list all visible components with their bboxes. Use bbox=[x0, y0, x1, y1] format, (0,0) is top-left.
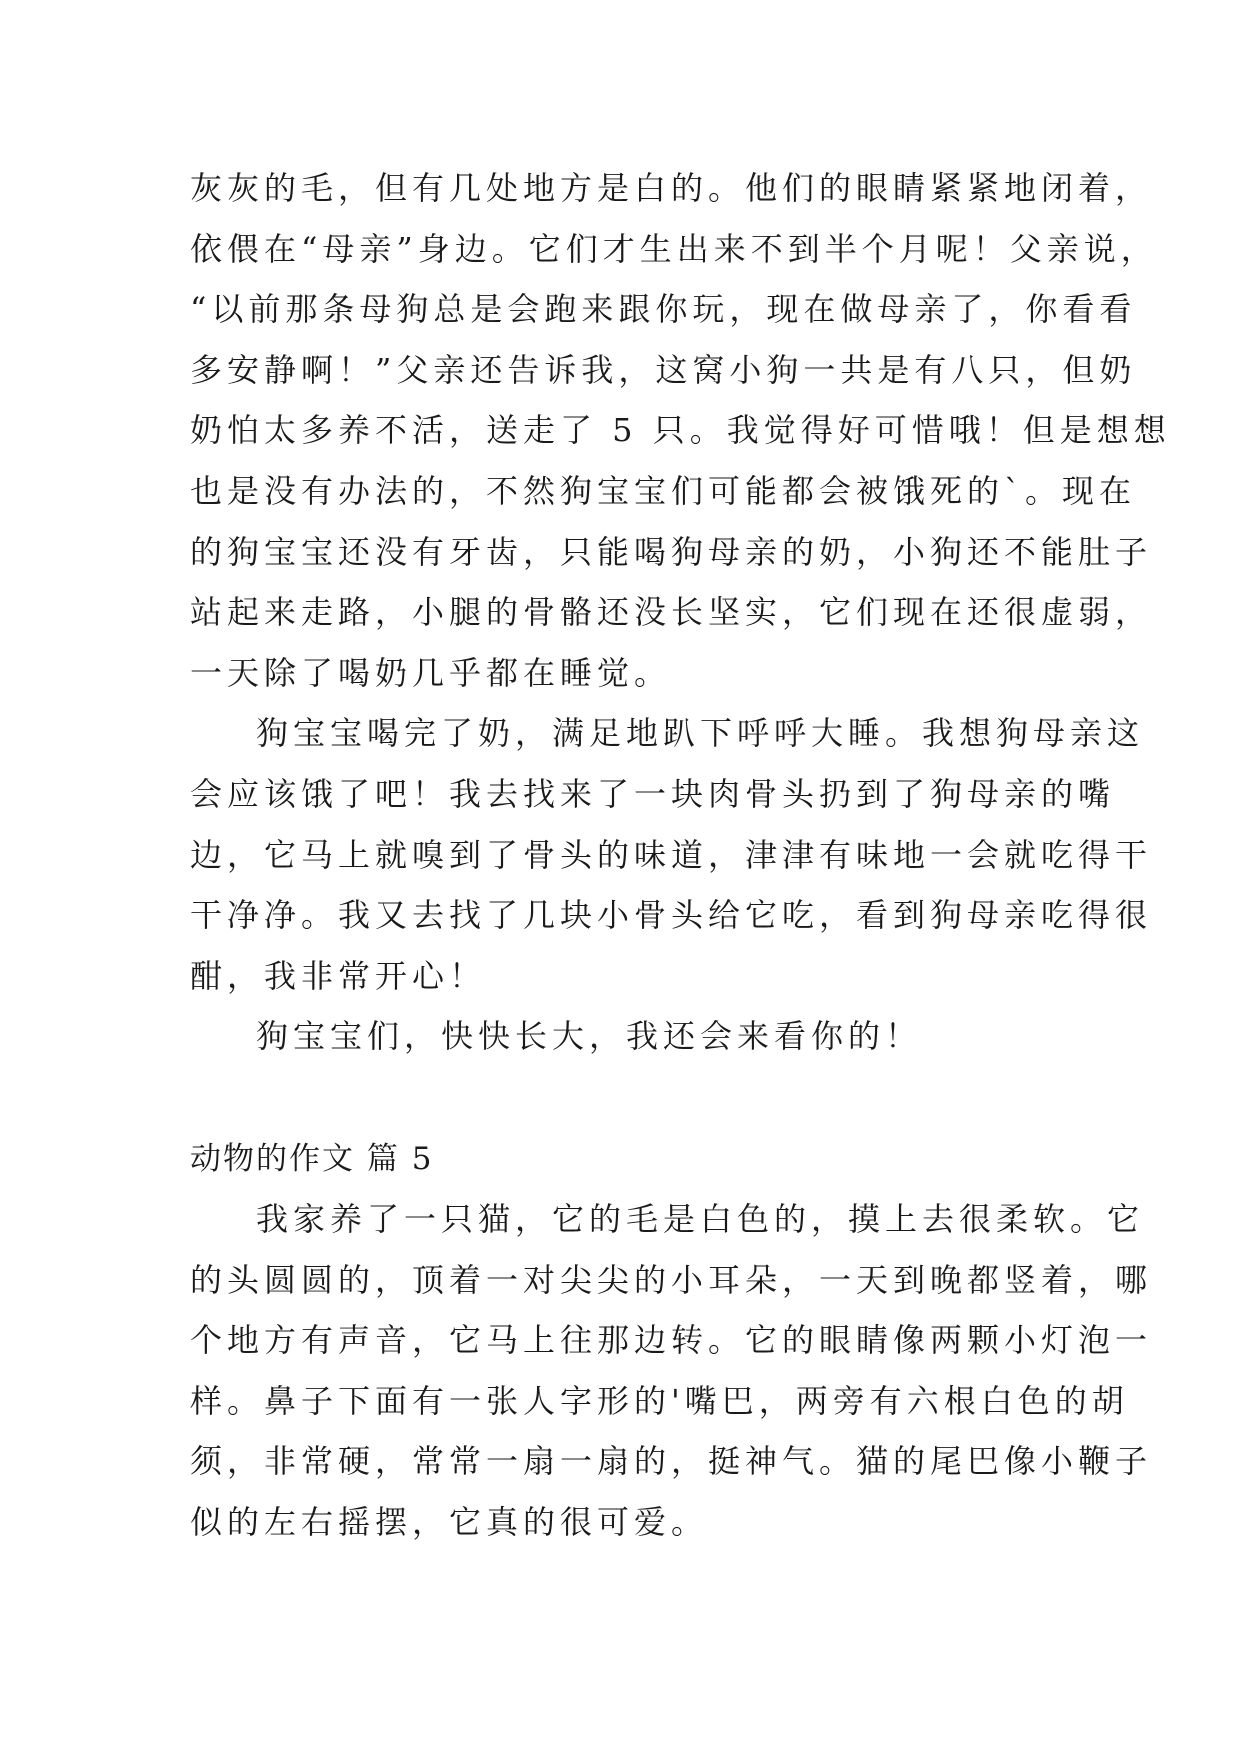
document-page bbox=[190, 158, 1171, 1552]
text-line: 酣，我非常开心！ bbox=[190, 956, 487, 995]
text-line: 我家养了一只猫，它的毛是白色的，摸上去很柔软。它 bbox=[256, 1199, 1145, 1238]
text-line: 个地方有声音，它马上往那边转。它的眼睛像两颗小灯泡一 bbox=[190, 1321, 1153, 1360]
text-line: 似的左右摇摆，它真的很可爱。 bbox=[190, 1502, 709, 1541]
text-line: 依偎在“母亲”身边。它们才生出来不到半个月呢！父亲说， bbox=[190, 229, 1158, 268]
text-line: 狗宝宝们，快快长大，我还会来看你的！ bbox=[256, 1017, 923, 1056]
text-line: 站起来走路，小腿的骨骼还没长坚实，它们现在还很虚弱， bbox=[190, 593, 1153, 632]
paragraph bbox=[190, 1006, 1070, 1067]
text-line: 样。鼻子下面有一张人字形的'嘴巴，两旁有六根白色的胡 bbox=[190, 1381, 1129, 1420]
text-line: 奶怕太多养不活，送走了 5 只。我觉得好可惜哦！但是想想 bbox=[190, 411, 1171, 450]
text-line: 边，它马上就嗅到了骨头的味道，津津有味地一会就吃得干 bbox=[190, 835, 1153, 874]
text-line: 一天除了喝奶几乎都在睡觉。 bbox=[190, 653, 672, 692]
text-line: 的头圆圆的，顶着一对尖尖的小耳朵，一天到晚都竖着，哪 bbox=[190, 1260, 1153, 1299]
text-line: 也是没有办法的，不然狗宝宝们可能都会被饿死的`。现在 bbox=[190, 471, 1137, 510]
text-line: 狗宝宝喝完了奶，满足地趴下呼呼大睡。我想狗母亲这 bbox=[256, 714, 1145, 753]
text-line: 会应该饿了吧！我去找来了一块肉骨头扔到了狗母亲的嘴 bbox=[190, 774, 1116, 813]
paragraph bbox=[190, 1189, 1153, 1553]
text-line: “以前那条母狗总是会跑来跟你玩，现在做母亲了，你看看 bbox=[190, 290, 1137, 329]
section-heading: 动物的作文 篇 5 bbox=[190, 1140, 434, 1177]
paragraph bbox=[190, 158, 1171, 703]
text-line: 灰灰的毛，但有几处地方是白的。他们的眼睛紧紧地闭着， bbox=[190, 169, 1153, 207]
text-line: 的狗宝宝还没有牙齿，只能喝狗母亲的奶，小狗还不能肚子 bbox=[190, 532, 1153, 571]
text-line: 须，非常硬，常常一扇一扇的，挺神气。猫的尾巴像小鞭子 bbox=[190, 1442, 1153, 1481]
section-gap bbox=[190, 1067, 1070, 1129]
text-line: 多安静啊！”父亲还告诉我，这窝小狗一共是有八只，但奶 bbox=[190, 350, 1137, 389]
text-line: 干净净。我又去找了几块小骨头给它吃，看到狗母亲吃得很 bbox=[190, 896, 1153, 935]
paragraph bbox=[190, 703, 1153, 1006]
